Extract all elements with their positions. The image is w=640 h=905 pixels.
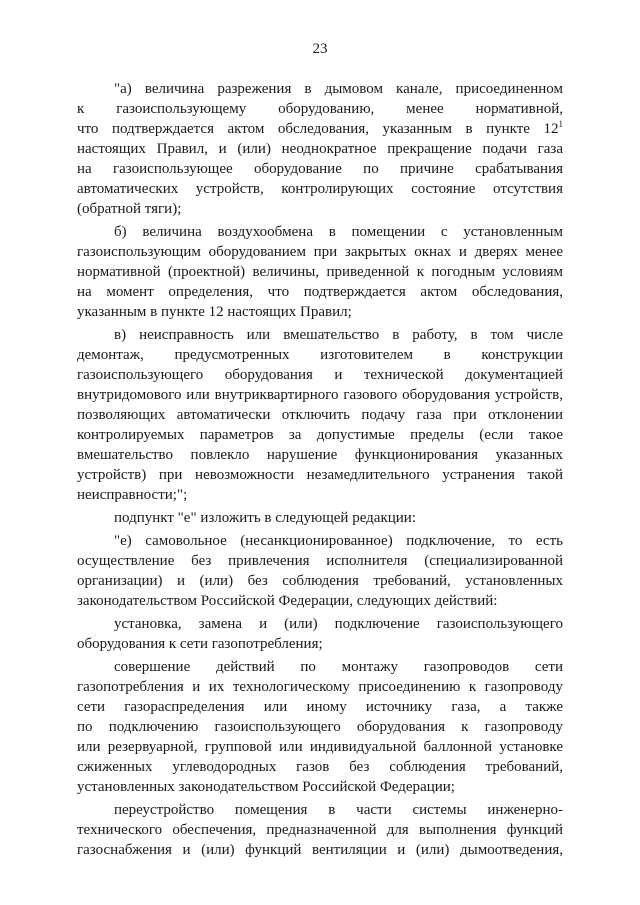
paragraph-v (77, 325, 563, 505)
text-line: совершение действий по монтажу газопроводов сети (114, 659, 563, 675)
text-line: газоиспользующим оборудованием при закрытых окнах и дверях менее (77, 244, 563, 260)
text-line: "е) самовольное (несанкционированное) подключение, то есть (114, 533, 563, 549)
text-line: вмешательство повлекло нарушение функционирования указанных (77, 447, 563, 463)
text-line: внутридомового или внутриквартирного газового оборудования устройств, (77, 387, 563, 403)
text-line: неисправности;"; (77, 487, 188, 503)
text-line: осуществление без привлечения исполнителя (специализированной (77, 553, 563, 569)
text-line-content: указанным в пункте 12 настоящих Правил; (77, 304, 352, 320)
text-line: технического обеспечения, предназначенной для выполнения функций (77, 822, 563, 838)
text-line: газопотребления и их технологическому присоединению к газопроводу (77, 679, 563, 695)
text-line: демонтаж, предусмотренных изготовителем в конструкции (77, 347, 563, 363)
text-line: к газоиспользующему оборудованию, менее нормативной, (77, 101, 563, 117)
text-line: по подключению газоиспользующего оборудования к газопроводу (77, 719, 563, 735)
text-line: в) неисправность или вмешательство в работу, в том числе (114, 327, 563, 343)
paragraph-b (77, 222, 563, 322)
text-line: б) величина воздухообмена в помещении с установленным (114, 224, 563, 240)
text-line: организации) и (или) без соблюдения требований, установленных (77, 573, 563, 589)
text-line: на момент определения, что подтверждается актом обследования, (77, 284, 563, 300)
paragraph-e (77, 531, 563, 611)
text-line: устройств) при невозможности незамедлительного устранения такой (77, 467, 563, 483)
text-line (77, 302, 563, 322)
text-line: контролируемых параметров за допустимые пределы (если такое (77, 427, 563, 443)
text-line: (обратной тяги); (77, 201, 182, 217)
paragraph-reconstruction (77, 800, 563, 860)
text-line: установка, замена и (или) подключение газоиспользующего (114, 616, 563, 632)
text-line: подпункт "е" изложить в следующей редакции: (114, 510, 416, 526)
text-line: настоящих Правил, и (или) неоднократное прекращение подачи газа (77, 141, 563, 157)
text-line: газоиспользующего оборудования и технической документацией (77, 367, 563, 383)
paragraph-a (77, 79, 563, 219)
text-line: или резервуарной, групповой или индивидуальной баллонной установке (77, 739, 563, 755)
text-line: позволяющих автоматически отключить подачу газа при отклонении (77, 407, 563, 423)
paragraph-actions (77, 657, 563, 797)
text-line-content: что подтверждается актом обследования, указанным в пункте 12 (77, 121, 559, 137)
text-line: оборудования к сети газопотребления; (77, 636, 323, 652)
text-line: сети газораспределения или иному источнику газа, а также (77, 699, 563, 715)
text-line: автоматических устройств, контролирующих состояние отсутствия (77, 181, 563, 197)
text-line: "а) величина разрежения в дымовом канале, присоединенном (114, 81, 563, 97)
paragraph-instruction (77, 508, 563, 528)
text-line: газоснабжения и (или) функций вентиляции и (или) дымоотведения, (77, 842, 563, 858)
text-line: законодательством Российской Федерации, следующих действий: (77, 593, 498, 609)
page-number: 23 (312, 41, 328, 57)
text-line: сжиженных углеводородных газов без соблюдения требований, (77, 759, 563, 775)
paragraph-installation (77, 614, 563, 654)
document-body (77, 79, 563, 860)
text-line: переустройство помещения в части системы инженерно- (114, 802, 563, 818)
text-line (77, 119, 563, 139)
text-line: на газоиспользующее оборудование по причине срабатывания (77, 161, 563, 177)
text-line: нормативной (проектной) величины, приведенной к погодным условиям (77, 264, 563, 280)
footnote-mark: 1 (558, 119, 563, 129)
text-line: установленных законодательством Российской Федерации; (77, 779, 455, 795)
